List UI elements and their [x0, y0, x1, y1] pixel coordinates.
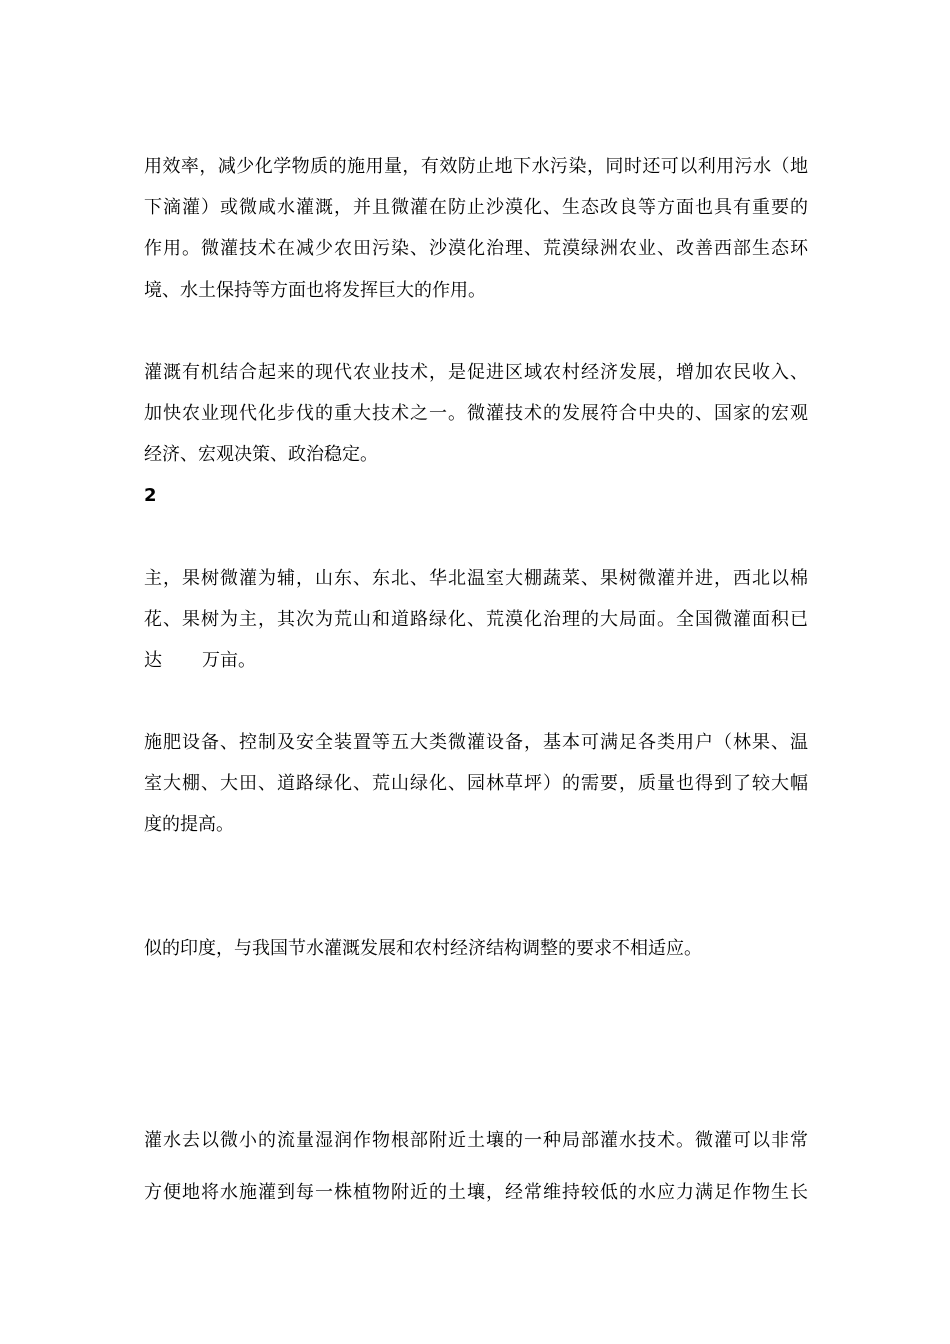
- paragraph-line: 境、水土保持等方面也将发挥巨大的作用。: [144, 280, 486, 301]
- paragraph-line-text: 达: [144, 650, 162, 671]
- paragraph-line: 方便地将水施灌到每一株植物附近的土壤，经常维持较低的水应力满足作物生长: [144, 1182, 808, 1203]
- paragraph-line: 加快农业现代化步伐的重大技术之一。微灌技术的发展符合中央的、国家的宏观: [144, 403, 808, 424]
- paragraph-line: 似的印度，与我国节水灌溉发展和农村经济结构调整的要求不相适应。: [144, 938, 702, 959]
- paragraph-line: 灌水去以微小的流量湿润作物根部附近土壤的一种局部灌水技术。微灌可以非常: [144, 1130, 808, 1151]
- paragraph-line: 主，果树微灌为辅，山东、东北、华北温室大棚蔬菜、果树微灌并进，西北以棉: [144, 568, 808, 589]
- paragraph-line: 下滴灌）或微咸水灌溉，并且微灌在防止沙漠化、生态改良等方面也具有重要的: [144, 197, 808, 218]
- paragraph-line: 作用。微灌技术在减少农田污染、沙漠化治理、荒漠绿洲农业、改善西部生态环: [144, 238, 808, 259]
- paragraph-line: 度的提高。: [144, 814, 234, 835]
- paragraph-line-text: 万亩。: [202, 650, 256, 671]
- paragraph-line: [144, 649, 808, 673]
- paragraph-line: 经济、宏观决策、政治稳定。: [144, 444, 378, 465]
- paragraph-line: 灌溉有机结合起来的现代农业技术，是促进区域农村经济发展，增加农民收入、: [144, 362, 808, 383]
- paragraph-line: 室大棚、大田、道路绿化、荒山绿化、园林草坪）的需要，质量也得到了较大幅: [144, 773, 808, 794]
- section-heading: 2: [144, 485, 157, 506]
- paragraph-line: 花、果树为主，其次为荒山和道路绿化、荒漠化治理的大局面。全国微灌面积已: [144, 609, 808, 630]
- paragraph-line: 用效率，减少化学物质的施用量，有效防止地下水污染，同时还可以利用污水（地: [144, 156, 808, 177]
- paragraph-line: 施肥设备、控制及安全装置等五大类微灌设备，基本可满足各类用户（林果、温: [144, 732, 808, 753]
